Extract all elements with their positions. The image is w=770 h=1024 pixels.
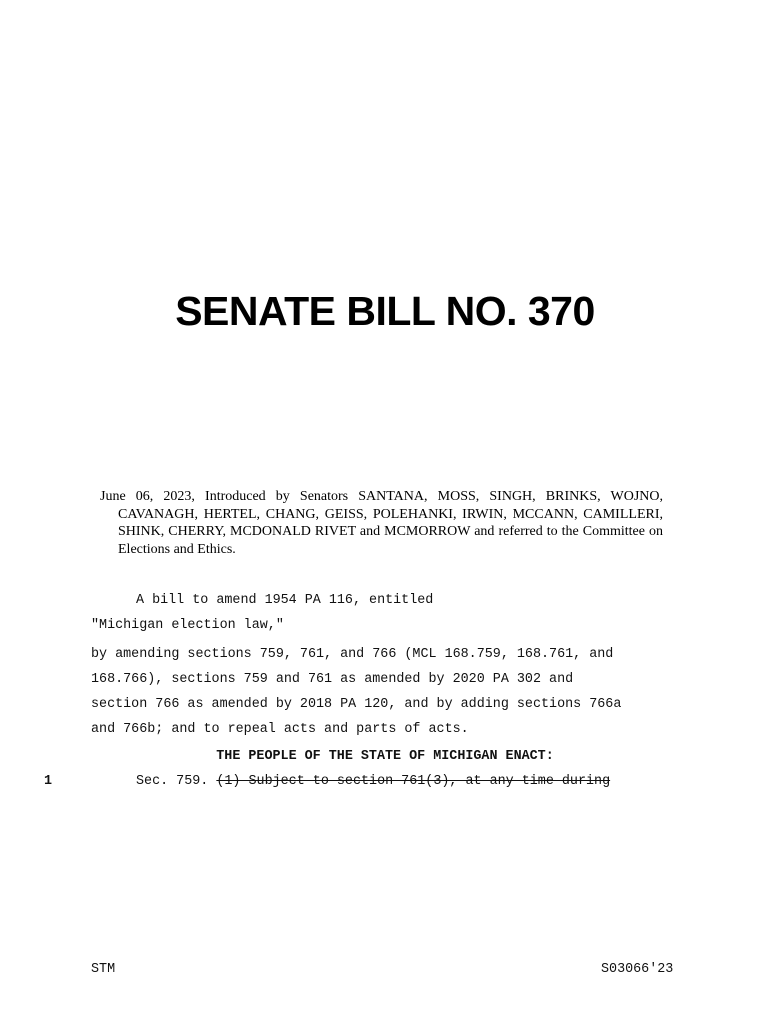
struck-text: (1) Subject to section 761(3), at any time during [216,774,611,789]
footer-left-code: STM [91,962,116,977]
section-label: Sec. 759. [136,774,217,789]
bill-text-line-2: "Michigan election law," [91,618,284,633]
line-number: 1 [44,774,53,789]
introduction-paragraph: June 06, 2023, Introduced by Senators SANTANA, MOSS, SINGH, BRINKS, WOJNO, CAVANAGH, HERTEL, CHANG, GEISS, POLEHANKI, IRWIN, MCCANN, CAMILLERI, SHINK, CHERRY, MCDONALD RIVET and MCMORROW and referred to the Committee on Elections and Ethics. [100,489,663,557]
bill-text-line-1: A bill to amend 1954 PA 116, entitled [136,593,434,608]
section-line [136,774,610,789]
bill-text-line-5: section 766 as amended by 2018 PA 120, and by adding sections 766a [91,697,622,712]
bill-text-line-4: 168.766), sections 759 and 761 as amended by 2020 PA 302 and [91,672,574,687]
bill-text-line-6: and 766b; and to repeal acts and parts of acts. [91,722,469,737]
bill-title: SENATE BILL NO. 370 [175,288,595,334]
enacting-clause: THE PEOPLE OF THE STATE OF MICHIGAN ENACT: [216,749,554,764]
footer-right-code: S03066'23 [601,962,674,977]
bill-text-line-3: by amending sections 759, 761, and 766 (MCL 168.759, 168.761, and [91,647,614,662]
